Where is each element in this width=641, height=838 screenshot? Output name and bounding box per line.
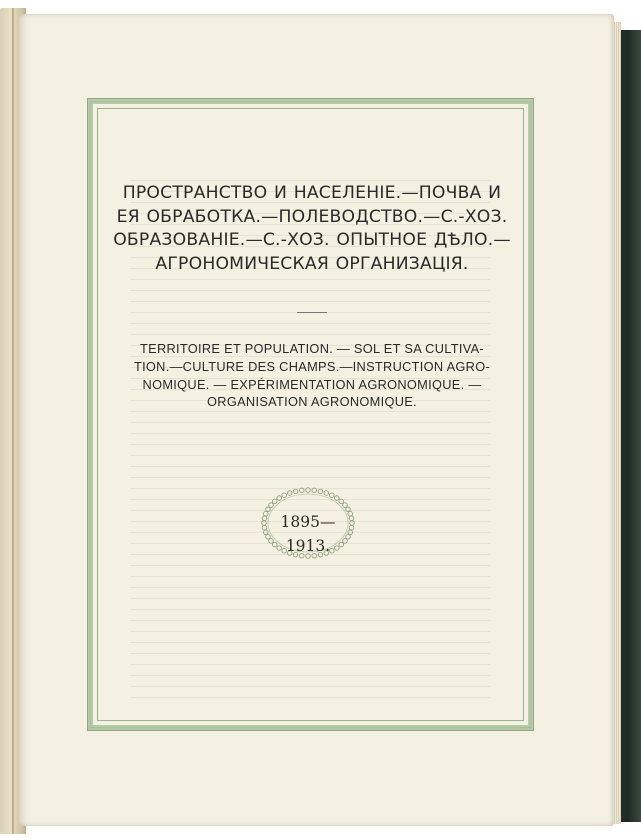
russian-title: ПРОСТРАНСТВО И НАСЕЛЕНІЕ.—ПОЧВА И ЕЯ ОБРАБОТКА.—ПОЛЕВОДСТВО.—С.-ХОЗ. ОБРАЗОВАНІЕ.—С.-ХОЗ. ОПЫТНОЕ ДѢЛО.— АГРОНОМИЧЕСКАЯ ОРГАНИЗАЦІЯ.	[113, 183, 511, 274]
ornament-bead	[293, 489, 298, 494]
section-divider	[297, 312, 327, 313]
ornament-bead	[339, 499, 344, 504]
ornament-bead	[282, 493, 287, 498]
ornament-bead	[269, 503, 274, 508]
ornament-bead	[287, 491, 292, 496]
binding-line	[12, 8, 14, 834]
ornament-bead	[329, 493, 334, 498]
ornament-bead	[299, 488, 304, 493]
ornament-bead	[318, 489, 323, 494]
years-range: 1895—1913.	[280, 513, 336, 555]
ornament-bead	[272, 499, 277, 504]
ornament-bead	[324, 491, 329, 496]
french-title: TERRITOIRE ET POPULATION. — SOL ET SA CULTIVA- TION.—CULTURE DES CHAMPS.—INSTRUCTION AGRO- NOMIQUE. — EXPÉRIMENTATION AGRONOMIQUE. — ORGANISATION AGRONOMIQUE.	[133, 341, 491, 410]
ornament-bead	[343, 503, 348, 508]
ornament-bead	[306, 488, 311, 493]
ornament-bead	[335, 496, 340, 501]
ornament-bead	[277, 496, 282, 501]
ornament-bead	[312, 488, 317, 493]
